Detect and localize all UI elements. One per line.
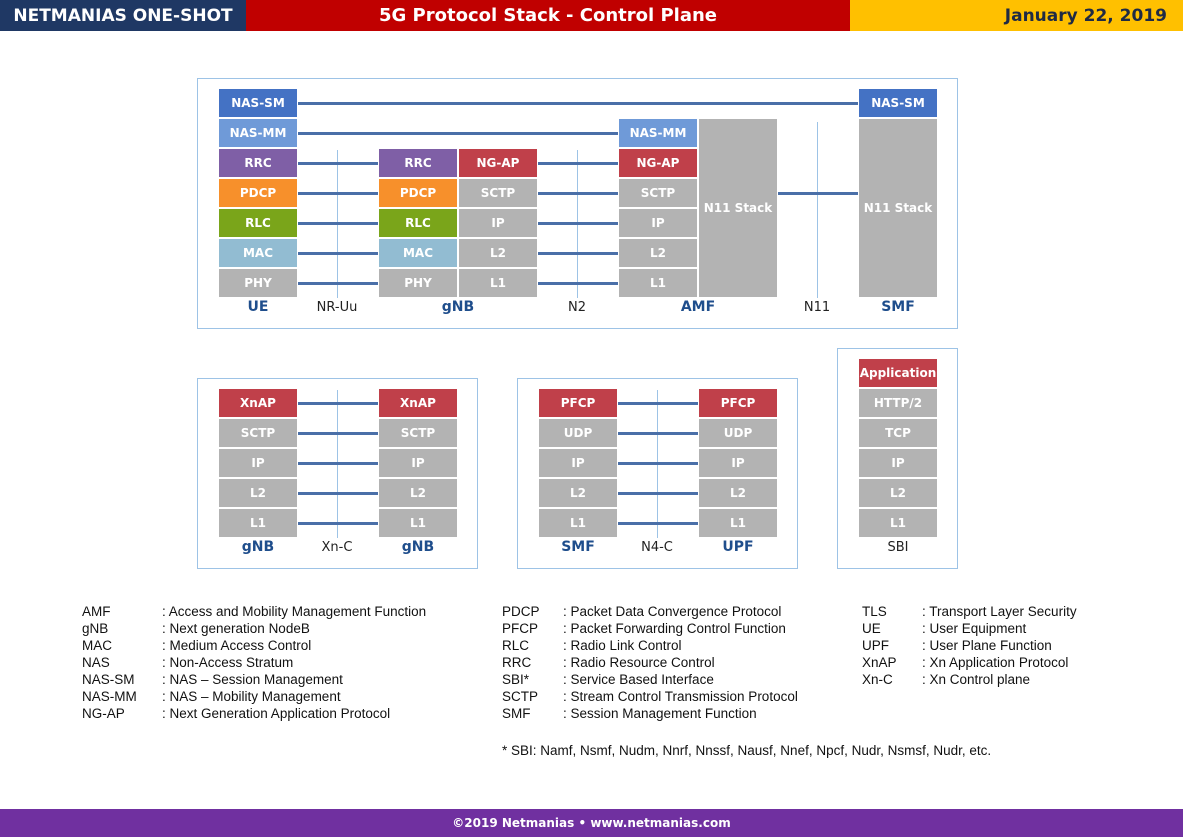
legend-def: : Non-Access Stratum bbox=[162, 655, 294, 670]
n4-right-pfcp-block: PFCP bbox=[698, 388, 778, 418]
pfcp-peer-line bbox=[618, 402, 698, 405]
sbi-application-block: Application bbox=[858, 358, 938, 388]
date-label: January 22, 2019 bbox=[850, 0, 1183, 31]
ue-label: UE bbox=[247, 299, 269, 315]
legend-abbr: MAC bbox=[82, 638, 112, 653]
xn-left-l1-block: L1 bbox=[218, 508, 298, 538]
legend-abbr: NAS-MM bbox=[82, 689, 137, 704]
legend-def: : Service Based Interface bbox=[563, 672, 714, 687]
amf-ip-block: IP bbox=[618, 208, 698, 238]
page-title: 5G Protocol Stack - Control Plane bbox=[246, 0, 850, 31]
legend-def: : Medium Access Control bbox=[162, 638, 312, 653]
xn-right-gnb-label: gNB bbox=[401, 539, 435, 555]
xn-left-xnap-block: XnAP bbox=[218, 388, 298, 418]
footer-copyright: ©2019 Netmanias • www.netmanias.com bbox=[0, 809, 1183, 837]
legend-abbr: Xn-C bbox=[862, 672, 893, 687]
n4-left-ip-block: IP bbox=[538, 448, 618, 478]
n4-right-ip-block: IP bbox=[698, 448, 778, 478]
legend-abbr: RLC bbox=[502, 638, 530, 653]
xn-right-l1-block: L1 bbox=[378, 508, 458, 538]
l1-peer-line bbox=[538, 282, 618, 285]
xn-right-l2-block: L2 bbox=[378, 478, 458, 508]
amf-nasmm-block: NAS-MM bbox=[618, 118, 698, 148]
legend-abbr: RRC bbox=[502, 655, 532, 670]
rrc-peer-line bbox=[298, 162, 378, 165]
legend-abbr: SBI* bbox=[502, 672, 530, 687]
legend-def: : Xn Application Protocol bbox=[922, 655, 1069, 670]
legend-def: : Radio Resource Control bbox=[563, 655, 715, 670]
pdcp-peer-line bbox=[298, 192, 378, 195]
phy-peer-line bbox=[298, 282, 378, 285]
legend-abbr: NAS bbox=[82, 655, 110, 670]
legend-def: : Access and Mobility Management Function bbox=[162, 604, 427, 619]
ue-pdcp-block: PDCP bbox=[218, 178, 298, 208]
xn-left-ip-block: IP bbox=[218, 448, 298, 478]
xn-right-sctp-block: SCTP bbox=[378, 418, 458, 448]
legend-def: : Packet Data Convergence Protocol bbox=[563, 604, 782, 619]
legend-abbr: gNB bbox=[82, 621, 109, 636]
legend-def: : Session Management Function bbox=[563, 706, 757, 721]
ip-peer-line bbox=[538, 222, 618, 225]
legend-abbr: XnAP bbox=[862, 655, 897, 670]
smf-n11-stack-block: N11 Stack bbox=[858, 118, 938, 298]
ue-nassm-block: NAS-SM bbox=[218, 88, 298, 118]
amf-l2-block: L2 bbox=[618, 238, 698, 268]
n4-left-udp-block: UDP bbox=[538, 418, 618, 448]
rlc-peer-line bbox=[298, 222, 378, 225]
amf-ngap-block: NG-AP bbox=[618, 148, 698, 178]
legend-def: : Xn Control plane bbox=[922, 672, 1031, 687]
ue-rlc-block: RLC bbox=[218, 208, 298, 238]
xn-right-xnap-block: XnAP bbox=[378, 388, 458, 418]
gnb-sctp-block: SCTP bbox=[458, 178, 538, 208]
ue-rrc-block: RRC bbox=[218, 148, 298, 178]
legend-def: : User Equipment bbox=[922, 621, 1027, 636]
amf-label: AMF bbox=[680, 299, 716, 315]
legend-def: : Next Generation Application Protocol bbox=[162, 706, 391, 721]
legend-abbr: SCTP bbox=[502, 689, 539, 704]
xn-l1-peer-line bbox=[298, 522, 378, 525]
legend-abbr: NG-AP bbox=[82, 706, 125, 721]
sbi-l1-block: L1 bbox=[858, 508, 938, 538]
xnap-peer-line bbox=[298, 402, 378, 405]
sbi-footnote: * SBI: Namf, Nsmf, Nudm, Nnrf, Nnssf, Nausf, Nnef, Npcf, Nudr, Nsmsf, Nudr, etc. bbox=[502, 743, 992, 758]
legend-def: : Transport Layer Security bbox=[922, 604, 1077, 619]
legend-abbr: PFCP bbox=[502, 621, 539, 636]
nasmm-peer-line bbox=[298, 132, 618, 135]
xn-ip-peer-line bbox=[298, 462, 378, 465]
n2-label: N2 bbox=[568, 300, 586, 315]
legend-def: : Stream Control Transmission Protocol bbox=[563, 689, 798, 704]
l2-peer-line bbox=[538, 252, 618, 255]
gnb-ip-block: IP bbox=[458, 208, 538, 238]
n4-right-udp-block: UDP bbox=[698, 418, 778, 448]
legend-def: : Radio Link Control bbox=[563, 638, 682, 653]
n4-l1-peer-line bbox=[618, 522, 698, 525]
legend-def: : NAS – Mobility Management bbox=[162, 689, 341, 704]
sbi-http2-block: HTTP/2 bbox=[858, 388, 938, 418]
n11-divider bbox=[817, 122, 818, 298]
legend-abbr: PDCP bbox=[502, 604, 540, 619]
n11-peer-line bbox=[778, 192, 858, 195]
n4-l2-peer-line bbox=[618, 492, 698, 495]
udp-peer-line bbox=[618, 432, 698, 435]
legend-def: : Packet Forwarding Control Function bbox=[563, 621, 786, 636]
gnb-label: gNB bbox=[441, 299, 475, 315]
nassm-peer-line bbox=[298, 102, 858, 105]
n4-right-l1-block: L1 bbox=[698, 508, 778, 538]
ue-mac-block: MAC bbox=[218, 238, 298, 268]
gnb-ngap-block: NG-AP bbox=[458, 148, 538, 178]
smf-label: SMF bbox=[881, 299, 915, 315]
xn-sctp-peer-line bbox=[298, 432, 378, 435]
ue-phy-block: PHY bbox=[218, 268, 298, 298]
legend-abbr: NAS-SM bbox=[82, 672, 135, 687]
n4-left-l2-block: L2 bbox=[538, 478, 618, 508]
brand-label: NETMANIAS ONE-SHOT bbox=[0, 0, 246, 31]
sbi-l2-block: L2 bbox=[858, 478, 938, 508]
n11-label: N11 bbox=[803, 300, 831, 315]
legend-def: : Next generation NodeB bbox=[162, 621, 310, 636]
gnb-rlc-block: RLC bbox=[378, 208, 458, 238]
xn-left-sctp-block: SCTP bbox=[218, 418, 298, 448]
gnb-l1-block: L1 bbox=[458, 268, 538, 298]
mac-peer-line bbox=[298, 252, 378, 255]
xnc-label: Xn-C bbox=[321, 540, 353, 555]
legend-abbr: AMF bbox=[82, 604, 111, 619]
sbi-tcp-block: TCP bbox=[858, 418, 938, 448]
xn-right-ip-block: IP bbox=[378, 448, 458, 478]
legend-def: : User Plane Function bbox=[922, 638, 1052, 653]
gnb-l2-block: L2 bbox=[458, 238, 538, 268]
sbi-ip-block: IP bbox=[858, 448, 938, 478]
n4-left-pfcp-block: PFCP bbox=[538, 388, 618, 418]
n4-left-l1-block: L1 bbox=[538, 508, 618, 538]
legend-abbr: TLS bbox=[862, 604, 887, 619]
sctp-peer-line bbox=[538, 192, 618, 195]
ue-nasmm-block: NAS-MM bbox=[218, 118, 298, 148]
gnb-pdcp-block: PDCP bbox=[378, 178, 458, 208]
legend-def: : NAS – Session Management bbox=[162, 672, 343, 687]
n4-right-l2-block: L2 bbox=[698, 478, 778, 508]
gnb-phy-block: PHY bbox=[378, 268, 458, 298]
amf-l1-block: L1 bbox=[618, 268, 698, 298]
legend-abbr: UE bbox=[862, 621, 881, 636]
nruu-label: NR-Uu bbox=[316, 300, 358, 315]
n4-ip-peer-line bbox=[618, 462, 698, 465]
amf-n11-stack-block: N11 Stack bbox=[698, 118, 778, 298]
n4-smf-label: SMF bbox=[561, 539, 595, 555]
legend-abbr: SMF bbox=[502, 706, 531, 721]
gnb-mac-block: MAC bbox=[378, 238, 458, 268]
amf-sctp-block: SCTP bbox=[618, 178, 698, 208]
legend-abbr: UPF bbox=[862, 638, 889, 653]
n4-upf-label: UPF bbox=[722, 539, 754, 555]
sbi-label: SBI bbox=[887, 540, 909, 555]
xn-left-gnb-label: gNB bbox=[241, 539, 275, 555]
ngap-peer-line bbox=[538, 162, 618, 165]
n4c-label: N4-C bbox=[641, 540, 673, 555]
xn-l2-peer-line bbox=[298, 492, 378, 495]
xn-left-l2-block: L2 bbox=[218, 478, 298, 508]
gnb-rrc-block: RRC bbox=[378, 148, 458, 178]
smf-nassm-block: NAS-SM bbox=[858, 88, 938, 118]
